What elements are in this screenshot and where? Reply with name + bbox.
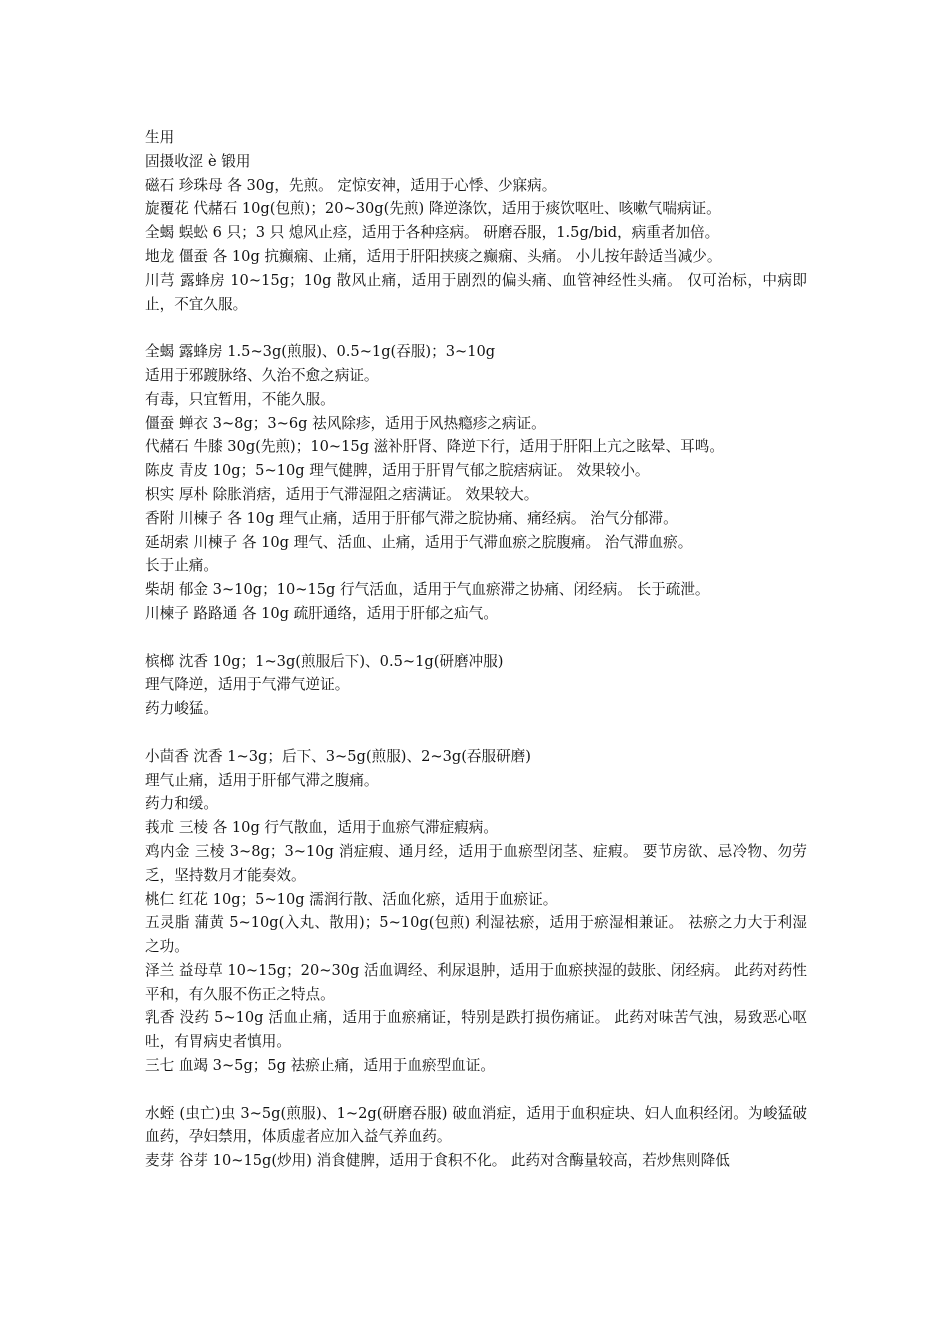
- text-line: 乳香 没药 5~10g 活血止痛，适用于血瘀痛证，特别是跌打损伤痛证。 此药对味苦气浊，易致恶心呕吐，有胃病史者慎用。: [145, 1009, 807, 1051]
- text-line: 麦芽 谷芽 10~15g(炒用) 消食健脾，适用于食积不化。 此药对含酶量较高，若炒焦则降低: [145, 1152, 730, 1170]
- text-line: 固摄收涩 è 锻用: [145, 152, 251, 170]
- text-line: 槟榔 沈香 10g；1~3g(煎服后下)、0.5~1g(研磨冲服): [145, 652, 504, 670]
- blank-line: [145, 1078, 807, 1102]
- text-line: 水蛭 (虫亡)虫 3~5g(煎服)、1~2g(研磨吞服) 破血消症，适用于血积症块、妇人血积经闭。为峻猛破血药，孕妇禁用，体质虚者应加入益气养血药。: [145, 1104, 807, 1146]
- text-line: 僵蚕 蝉衣 3~8g；3~6g 祛风除疹，适用于风热瘾疹之病证。: [145, 414, 546, 432]
- text-line: 泽兰 益母草 10~15g；20~30g 活血调经、利尿退肿，适用于血瘀挟湿的鼓胀、闭经病。 此药对药性平和，有久服不伤正之特点。: [145, 961, 807, 1003]
- text-line: 药力和缓。: [145, 795, 218, 813]
- text-line: 适用于邪踱脉络、久治不愈之病证。: [145, 366, 379, 384]
- text-line: 五灵脂 蒲黄 5~10g(入丸、散用)；5~10g(包煎) 利湿祛瘀，适用于瘀湿相兼证。 祛瘀之力大于利湿之功。: [145, 914, 807, 956]
- text-line: 小茴香 沈香 1~3g；后下、3~5g(煎服)、2~3g(吞服研磨): [145, 747, 531, 765]
- text-line: 香附 川楝子 各 10g 理气止痛，适用于肝郁气滞之脘协痛、痛经病。 治气分郁滞。: [145, 509, 678, 527]
- text-line: 陈皮 青皮 10g；5~10g 理气健脾，适用于肝胃气郁之脘痞病证。 效果较小。: [145, 462, 650, 480]
- text-line: 柴胡 郁金 3~10g；10~15g 行气活血，适用于气血瘀滞之协痛、闭经病。 长于疏泄。: [145, 581, 710, 599]
- text-line: 枳实 厚朴 除胀消痞，适用于气滞湿阻之痞满证。 效果较大。: [145, 485, 539, 503]
- text-line: 地龙 僵蚕 各 10g 抗癫痫、止痛，适用于肝阳挟痰之癫痫、头痛。 小儿按年龄适当减少。: [145, 247, 722, 265]
- text-line: 旋覆花 代赭石 10g(包煎)；20~30g(先煎) 降逆涤饮，适用于痰饮呕吐、咳嗽气喘病证。: [145, 200, 721, 218]
- blank-line: [145, 721, 807, 745]
- blank-line: [145, 316, 807, 340]
- text-line: 鸡内金 三棱 3~8g；3~10g 消症瘕、通月经，适用于血瘀型闭茎、症瘕。 要节房欲、忌冷物、勿劳乏，坚持数月才能奏效。: [145, 842, 807, 884]
- text-line: 川芎 露蜂房 10~15g；10g 散风止痛，适用于剧烈的偏头痛、血管神经性头痛。 仅可治标，中病即止，不宜久服。: [145, 271, 807, 313]
- text-line: 代赭石 牛膝 30g(先煎)；10~15g 滋补肝肾、降逆下行，适用于肝阳上亢之眩晕、耳鸣。: [145, 438, 724, 456]
- text-line: 生用: [145, 129, 175, 146]
- text-line: 三七 血竭 3~5g；5g 祛瘀止痛，适用于血瘀型血证。: [145, 1057, 495, 1075]
- blank-line: [145, 626, 807, 650]
- text-line: 长于止痛。: [145, 557, 218, 575]
- document-body: [145, 126, 807, 1173]
- text-line: 理气降逆，适用于气滞气逆证。: [145, 676, 350, 694]
- text-line: 川楝子 路路通 各 10g 疏肝通络，适用于肝郁之疝气。: [145, 604, 498, 622]
- text-line: 桃仁 红花 10g；5~10g 濡润行散、活血化瘀，适用于血瘀证。: [145, 890, 558, 908]
- text-line: 药力峻猛。: [145, 700, 218, 718]
- text-line: 全蝎 蜈蚣 6 只；3 只 熄风止痉，适用于各种痉病。 研磨吞服，1.5g/bid，病重者加倍。: [145, 224, 720, 242]
- text-line: 理气止痛，适用于肝郁气滞之腹痛。: [145, 771, 379, 789]
- text-line: 莪朮 三棱 各 10g 行气散血，适用于血瘀气滞症瘕病。: [145, 819, 498, 837]
- text-line: 有毒，只宜暂用，不能久服。: [145, 390, 335, 408]
- text-line: 磁石 珍珠母 各 30g，先煎。 定惊安神，适用于心悸、少寐病。: [145, 176, 557, 194]
- text-line: 全蝎 露蜂房 1.5~3g(煎服)、0.5~1g(吞服)；3~10g: [145, 343, 496, 361]
- text-line: 延胡索 川楝子 各 10g 理气、活血、止痛，适用于气滞血瘀之脘腹痛。 治气滞血瘀。: [145, 533, 693, 551]
